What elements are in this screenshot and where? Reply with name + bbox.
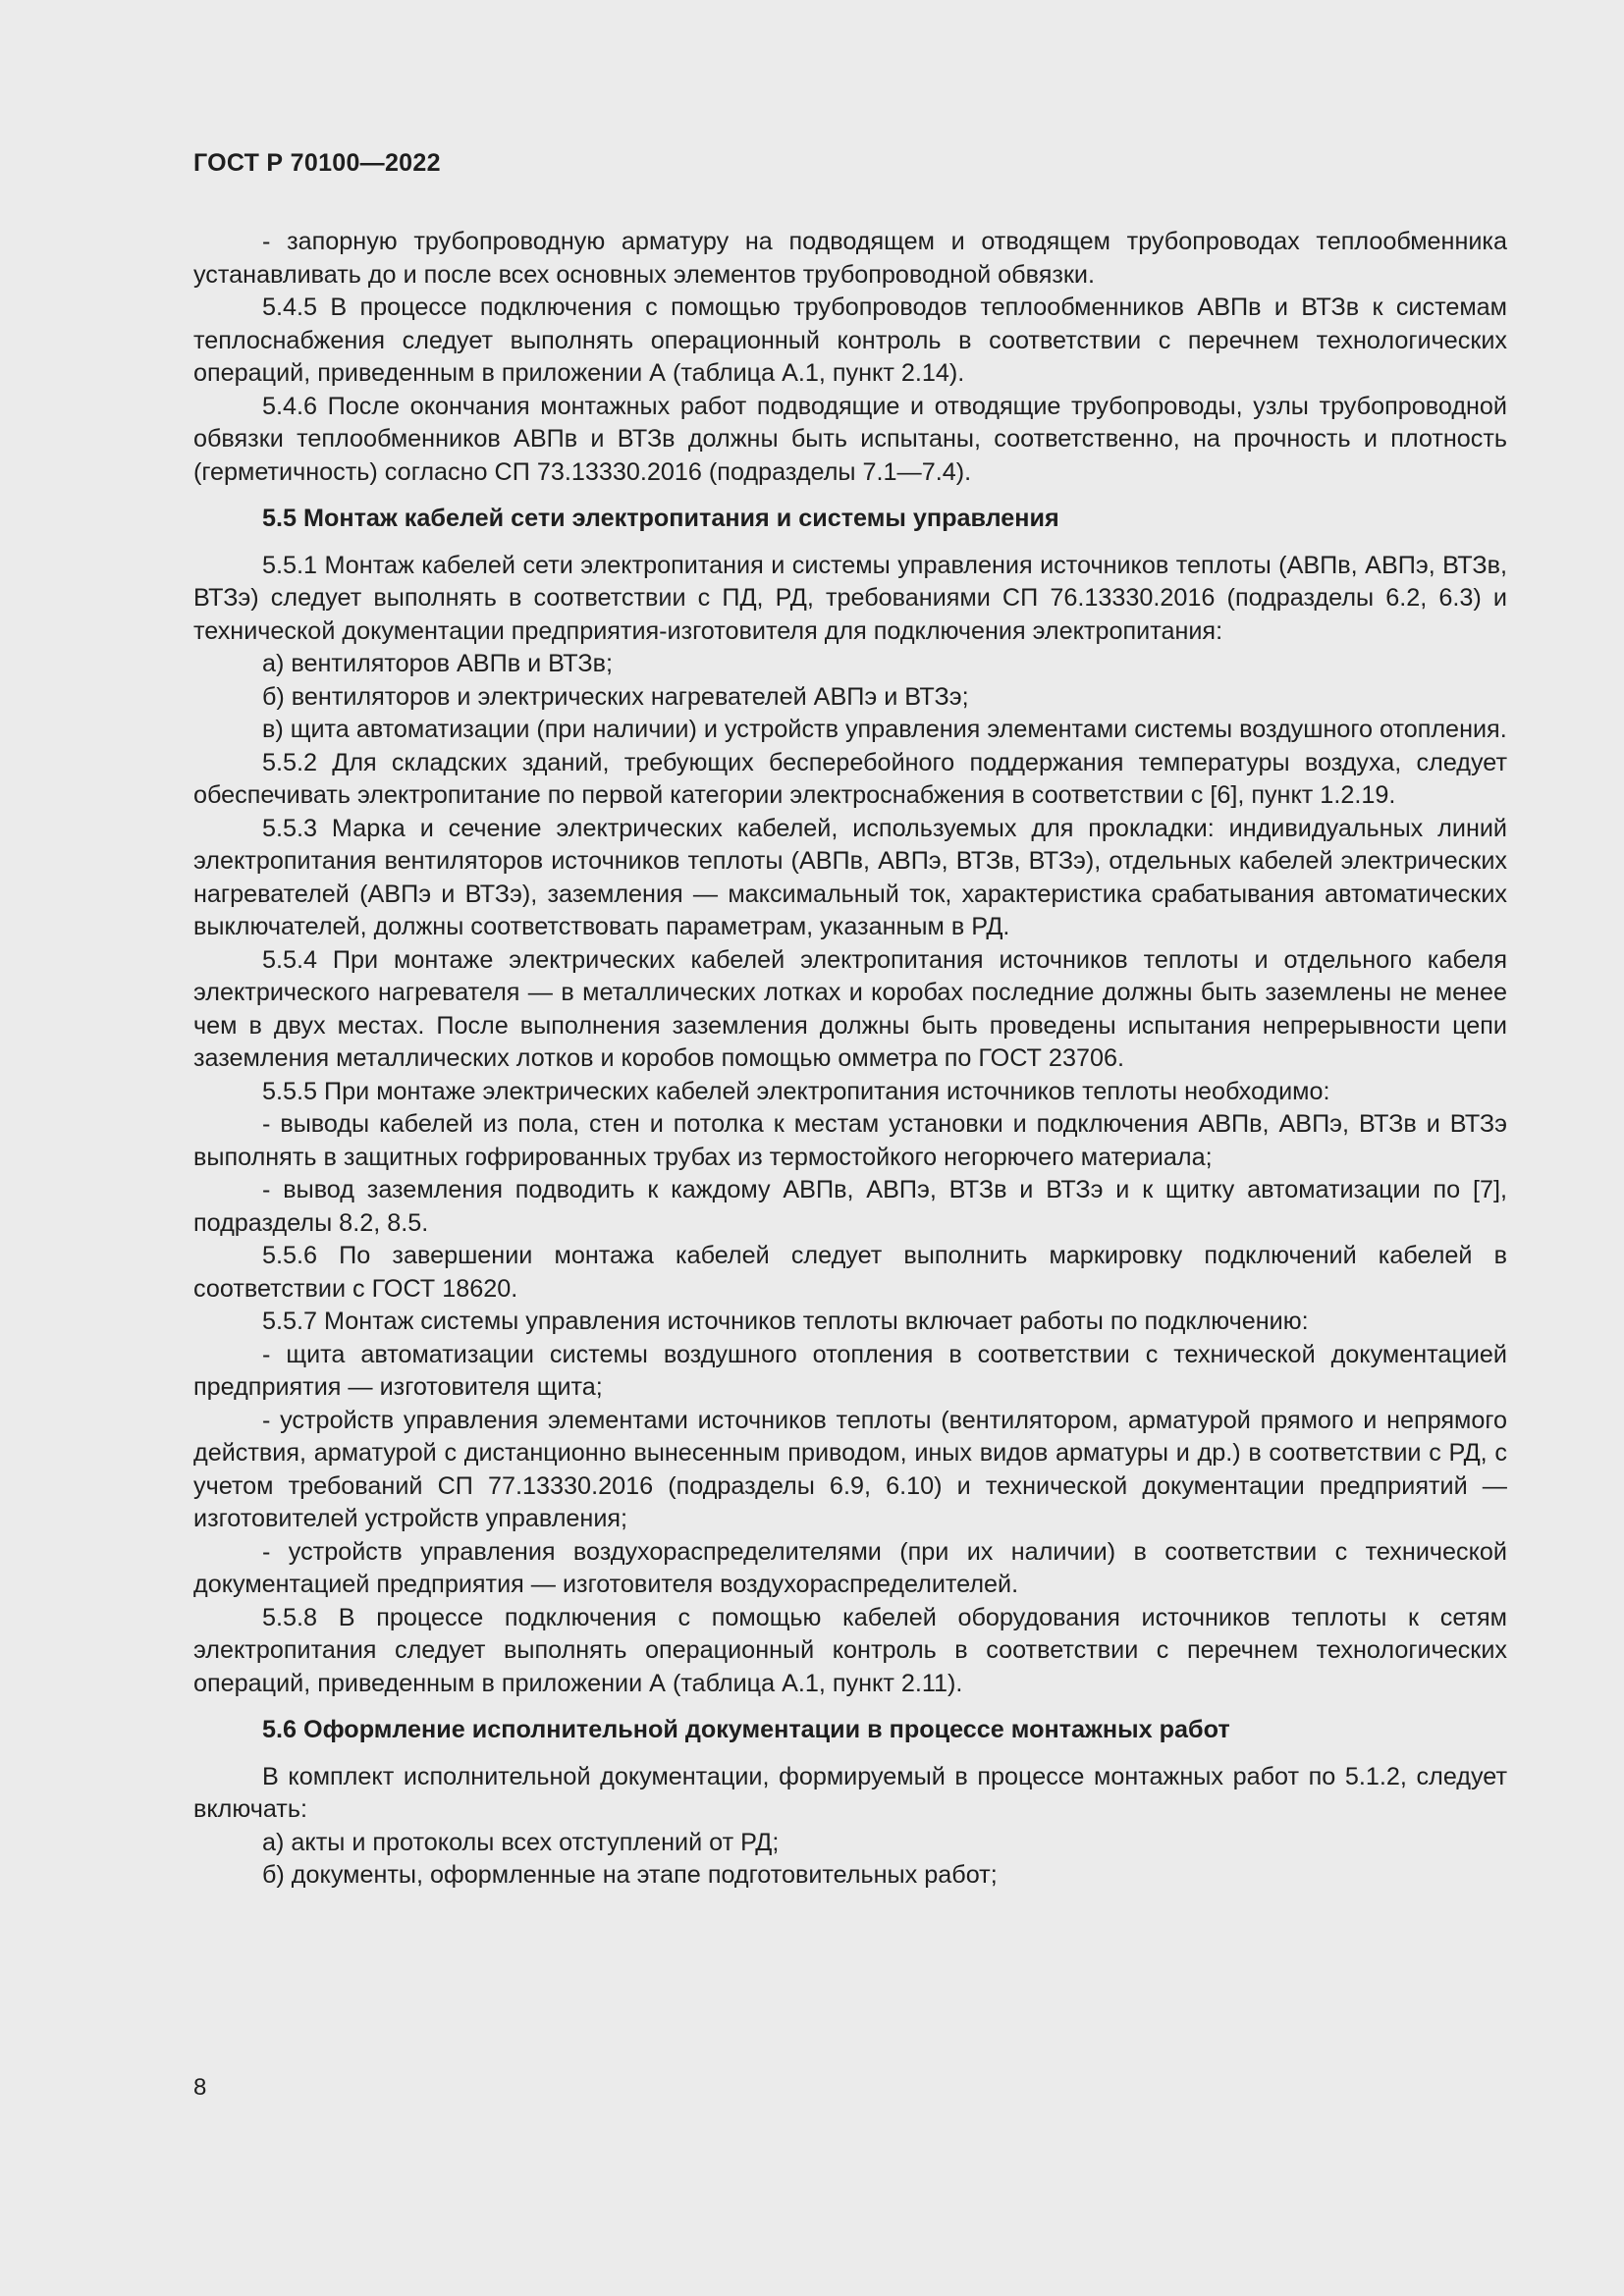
paragraph: В комплект исполнительной документации, формируемый в процессе монтажных работ по 5.1.2, следует включать: xyxy=(193,1762,1507,1823)
paragraph: 5.4.6 После окончания монтажных работ подводящие и отводящие трубопроводы, узлы трубопроводной обвязки теплообменников АВПв и ВТЗв должны быть испытаны, соответственно, на прочность и плотность (герметичность) согласно СП 73.13330.2016 (подразделы 7.1—7.4). xyxy=(193,392,1507,486)
document-code-header: ГОСТ Р 70100—2022 xyxy=(193,149,441,177)
paragraph: 5.5.8 В процессе подключения с помощью кабелей оборудования источников теплоты к сетям электропитания следует выполнять операционный контроль в соответствии с перечнем технологических операций, приведенным в приложении А (таблица А.1, пункт 2.11). xyxy=(193,1603,1507,1697)
list-item: - вывод заземления подводить к каждому АВПв, АВПэ, ВТЗв и ВТЗэ и к щитку автоматизации по [7], подразделы 8.2, 8.5. xyxy=(193,1176,1507,1237)
section-heading-5-5: 5.5 Монтаж кабелей сети электропитания и системы управления xyxy=(262,505,1059,532)
list-item: б) вентиляторов и электрических нагревателей АВПэ и ВТЗэ; xyxy=(262,682,969,711)
list-item: - выводы кабелей из пола, стен и потолка к местам установки и подключения АВПв, АВПэ, ВТЗв и ВТЗэ выполнять в защитных гофрированных трубах из термостойкого негорючего материала; xyxy=(193,1110,1507,1171)
paragraph: 5.5.4 При монтаже электрических кабелей электропитания источников теплоты и отдельного кабеля электрического нагревателя — в металлических лотках и коробах последние должны быть заземлены не менее чем в двух местах. После выполнения заземления должны быть проведены испытания непрерывности цепи заземления металлических лотков и коробов помощью омметра по ГОСТ 23706. xyxy=(193,945,1507,1072)
list-item: б) документы, оформленные на этапе подготовительных работ; xyxy=(262,1861,998,1889)
paragraph: 5.5.6 По завершении монтажа кабелей следует выполнить маркировку подключений кабелей в соответствии с ГОСТ 18620. xyxy=(193,1242,1507,1303)
list-item: в) щита автоматизации (при наличии) и устройств управления элементами системы воздушного отопления. xyxy=(262,716,1507,743)
list-item: - устройств управления воздухораспределителями (при их наличии) в соответствии с технической документацией предприятия — изготовителя воздухораспределителей. xyxy=(193,1537,1507,1598)
paragraph: 5.5.5 При монтаже электрических кабелей электропитания источников теплоты необходимо: xyxy=(262,1077,1330,1105)
paragraph: - запорную трубопроводную арматуру на подводящем и отводящем трубопроводах теплообменника устанавливать до и после всех основных элементов трубопроводной обвязки. xyxy=(193,228,1507,289)
list-item: а) вентиляторов АВПв и ВТЗв; xyxy=(262,650,613,677)
document-body xyxy=(193,226,1507,1893)
paragraph: 5.4.5 В процессе подключения с помощью трубопроводов теплообменников АВПв и ВТЗв к системам теплоснабжения следует выполнять операционный контроль в соответствии с перечнем технологических операций, приведенным в приложении А (таблица А.1, пункт 2.14). xyxy=(193,294,1507,387)
paragraph: 5.5.2 Для складских зданий, требующих бесперебойного поддержания температуры воздуха, следует обеспечивать электропитание по первой категории электроснабжения в соответствии с [6], пункт 1.2.19. xyxy=(193,748,1507,809)
list-item: - щита автоматизации системы воздушного отопления в соответствии с технической документацией предприятия — изготовителя щита; xyxy=(193,1340,1507,1401)
paragraph: 5.5.3 Марка и сечение электрических кабелей, используемых для прокладки: индивидуальных линий электропитания вентиляторов источников теплоты (АВПв, АВПэ, ВТЗв, ВТЗэ), отдельных кабелей электрических нагревателей (АВПэ и ВТЗэ), заземления — максимальный ток, характеристика срабатывания автоматических выключателей, должны соответствовать параметрам, указанным в РД. xyxy=(193,814,1507,940)
paragraph: 5.5.1 Монтаж кабелей сети электропитания и системы управления источников теплоты (АВПв, АВПэ, ВТЗв, ВТЗэ) следует выполнять в соответствии с ПД, РД, требованиями СП 76.13330.2016 (подразделы 6.2, 6.3) и технической документации предприятия-изготовителя для подключения электропитания: xyxy=(193,551,1507,645)
paragraph: 5.5.7 Монтаж системы управления источников теплоты включает работы по подключению: xyxy=(262,1308,1309,1335)
page-number: 8 xyxy=(193,2074,207,2101)
section-heading-5-6: 5.6 Оформление исполнительной документации в процессе монтажных работ xyxy=(262,1716,1230,1743)
list-item: а) акты и протоколы всех отступлений от РД; xyxy=(262,1828,780,1856)
list-item: - устройств управления элементами источников теплоты (вентилятором, арматурой прямого и непрямого действия, арматурой с дистанционно вынесенным приводом, иных видов арматуры и др.) в соответствии с РД, с учетом требований СП 77.13330.2016 (подразделы 6.9, 6.10) и технической документации предприятий — изготовителей устройств управления; xyxy=(193,1406,1507,1532)
